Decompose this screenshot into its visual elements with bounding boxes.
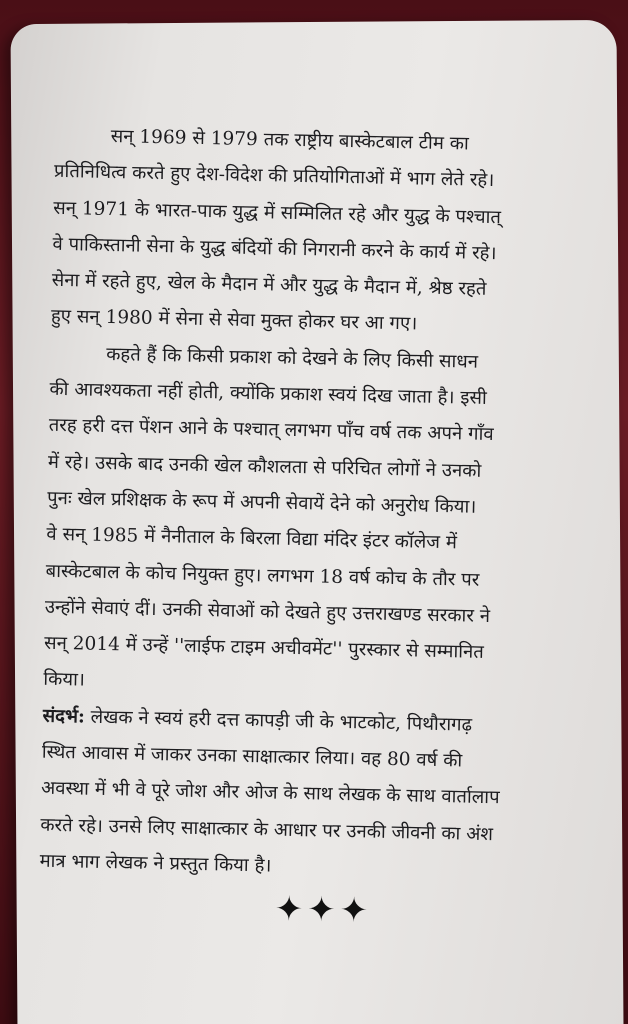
text-line: सन् 1971 के भारत-पाक युद्ध में सम्मिलित रहे और युद्ध के पश्चात् [53, 197, 502, 228]
paragraph-reference [39, 698, 599, 891]
text-line: में रहे। उसके बाद उनकी खेल कौशलता से परिचित लोगों ने उनको [47, 451, 482, 482]
text-line: प्रतिनिधित्व करते हुए देश-विदेश की प्रतियोगिताओं में भाग लेते रहे। [53, 161, 495, 192]
reference-label: संदर्भ: [42, 705, 85, 728]
page-text [39, 118, 611, 892]
text-line: स्थित आवास में जाकर उनका साक्षात्कार लिया। वह 80 वर्ष की [41, 741, 463, 772]
text-line: तरह हरी दत्त पेंशन आने के पश्चात् लगभग पाँच वर्ष तक अपने गाँव [48, 415, 494, 446]
text-line: कहते हैं कि किसी प्रकाश को देखने के लिए किसी साधन [105, 343, 479, 373]
text-line: सन् 2014 में उन्हें ''लाईफ टाइम अचीवमेंट'' पुरस्कार से सम्मानित [43, 632, 485, 664]
text-line: उन्होंने सेवाएं दीं। उनकी सेवाओं को देखते हुए उत्तराखण्ड सरकार ने [44, 596, 491, 627]
text-line: अवस्था में भी वे पूरे जोश और ओज के साथ लेखक के साथ वार्तालाप [40, 778, 500, 809]
text-line: बास्केटबाल के कोच नियुक्त हुए। लगभग 18 वर्ष कोच के तौर पर [45, 560, 480, 591]
text-line: वे सन् 1985 में नैनीताल के बिरला विद्या मंदिर इंटर कॉलेज में [46, 523, 458, 554]
book-page [10, 20, 623, 1024]
text-line: करते रहे। उनसे लिए साक्षात्कार के आधार पर उनकी जीवनी का अंश [40, 814, 494, 845]
paragraph-career [51, 118, 611, 347]
text-line: वे पाकिस्तानी सेना के युद्ध बंदियों की निगरानी करने के कार्य में रहे। [52, 233, 497, 264]
text-line: सन् 1969 से 1979 तक राष्ट्रीय बास्केटबाल टीम का [110, 125, 469, 155]
text-line: पुनः खेल प्रशिक्षक के रूप में अपनी सेवायें देने को अनुरोध किया। [46, 487, 477, 518]
reference-text: लेखक ने स्वयं हरी दत्त कापड़ी जी के भाटकोट, पिथौरागढ़ [84, 706, 473, 736]
text-line: मात्र भाग लेखक ने प्रस्तुत किया है। [39, 850, 272, 877]
text-line: हुए सन् 1980 में सेना से सेवा मुक्त होकर घर आ गए। [50, 306, 418, 335]
text-line: सेना में रहते हुए, खेल के मैदान में और युद्ध के मैदान में, श्रेष्ठ रहते [51, 269, 487, 301]
paragraph-coaching [43, 336, 606, 711]
end-ornament-icon: ✦✦✦ [274, 888, 373, 931]
text-line: की आवश्यकता नहीं होती, क्योंकि प्रकाश स्वयं दिख जाता है। इसी [49, 378, 487, 409]
text-line: किया। [43, 669, 86, 692]
